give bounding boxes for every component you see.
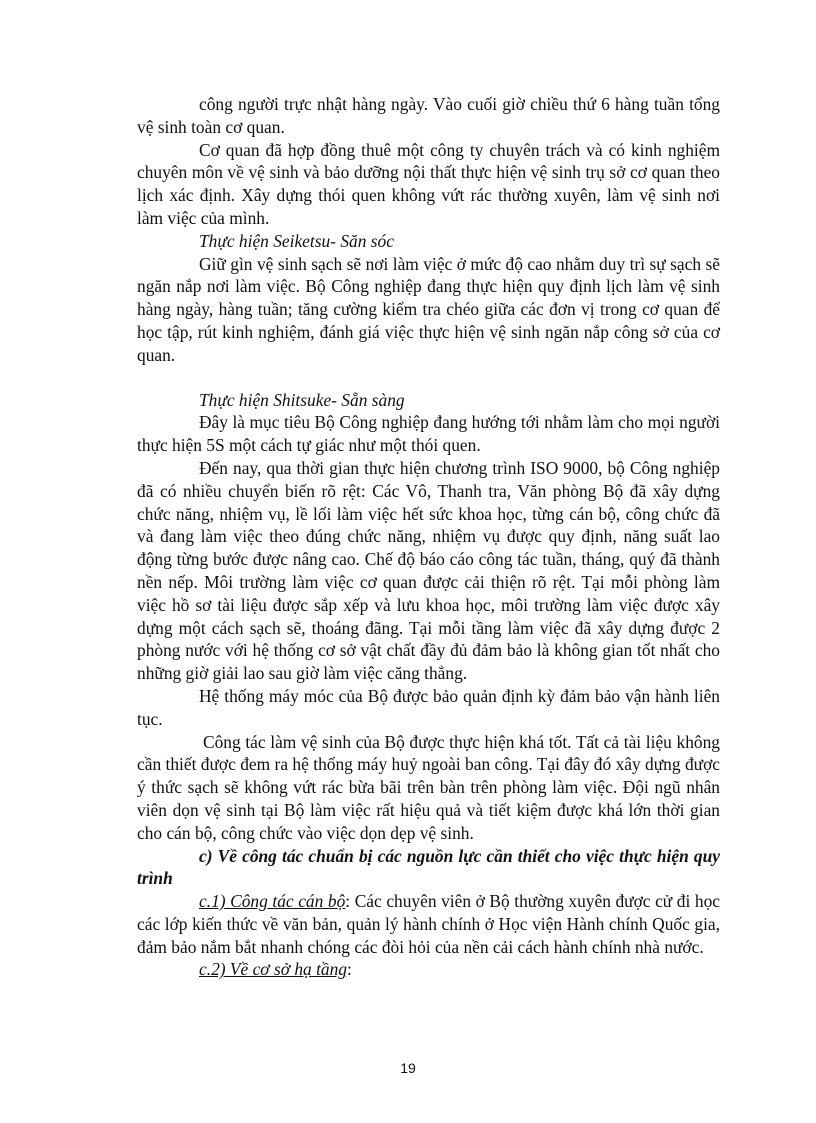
c1-text: : Các chuyên viên ở Bộ thường xuyên được cử đi học các lớp kiến thức về văn bản, quản lý hành chính ở Học viện Hành chính Quốc gia, đảm bảo nắm bắt nhanh chóng các đòi hỏi của nền cải cách hành chính nhà nước. xyxy=(137,891,721,957)
paragraph-c2 xyxy=(137,958,720,981)
paragraph-4: Đây là mục tiêu Bộ Công nghiệp đang hướng tới nhằm làm cho mọi người thực hiện 5S một cách tự giác như một thói quen. xyxy=(137,412,720,456)
c2-label: c.2) Về cơ sở hạ tầng xyxy=(199,959,347,980)
c1-label: c.1) Công tác cán bộ xyxy=(199,891,346,912)
page-content xyxy=(137,93,720,981)
paragraph-2: Cơ quan đã hợp đồng thuê một công ty chuyên trách và có kinh nghiệm chuyên môn về vệ sinh và bảo dưỡng nội thất thực hiện vệ sinh trụ sở cơ quan theo lịch xác định. Xây dựng thói quen không vứt rác thường xuyên, làm vệ sinh nơi làm việc của mình. xyxy=(137,139,720,228)
paragraph-7: Công tác làm vệ sinh của Bộ được thực hiện khá tốt. Tất cả tài liệu không cần thiết được đem ra hệ thống máy huỷ ngoài ban công. Tại đây đó xây dựng được ý thức sạch sẽ không vứt rác bừa bãi trên bàn trên phòng làm việc. Đội ngũ nhân viên dọn vệ sinh tại Bộ làm việc rất hiệu quả và tiết kiệm được khá lớn thời gian cho cán bộ, công chức vào việc dọn dẹp vệ sinh. xyxy=(137,731,720,843)
section-heading-c: c) Về công tác chuẩn bị các nguồn lực cần thiết cho việc thực hiện quy trình xyxy=(137,845,720,889)
heading-shitsuke: Thực hiện Shitsuke- Sẵn sàng xyxy=(199,389,405,410)
paragraph-6: Hệ thống máy móc của Bộ được bảo quản định kỳ đảm bảo vận hành liên tục. xyxy=(137,685,720,729)
page-number: 19 xyxy=(400,1060,416,1076)
c2-text: : xyxy=(347,959,352,980)
paragraph-5: Đến nay, qua thời gian thực hiện chương trình ISO 9000, bộ Công nghiệp đã có nhiều chuyển biến rõ rệt: Các Vô, Thanh tra, Văn phòng Bộ đã xây dựng chức năng, nhiệm vụ, lề lối làm việc hết sức khoa học, từng cán bộ, công chức đã và đang làm việc theo đúng chức năng, nhiệm vụ được quy định, năng suất lao động từng bước được nâng cao. Chế độ báo cáo công tác tuần, tháng, quý đã thành nền nếp. Môi trường làm việc cơ quan được cải thiện rõ rệt. Tại mỗi phòng làm việc hồ sơ tài liệu được sắp xếp và lưu khoa học, môi trường làm việc được xây dựng một cách sạch sẽ, thoáng đãng. Tại mỗi tầng làm việc đã xây dựng được 2 phòng nước với hệ thống cơ sở vật chất đầy đủ đảm bảo là không gian tốt nhất cho những giờ giải lao sau giờ làm việc căng thẳng. xyxy=(137,457,720,684)
heading-seiketsu: Thực hiện Seiketsu- Săn sóc xyxy=(199,230,394,251)
paragraph-3: Giữ gìn vệ sinh sạch sẽ nơi làm việc ở mức độ cao nhằm duy trì sự sạch sẽ ngăn nắp nơi làm việc. Bộ Công nghiệp đang thực hiện quy định lịch làm vệ sinh hàng ngày, hàng tuần; tăng cường kiểm tra chéo giữa các đơn vị trong cơ quan để học tập, rút kinh nghiệm, đánh giá việc thực hiện vệ sinh ngăn nắp công sở của cơ quan. xyxy=(137,253,720,365)
paragraph-1: công người trực nhật hàng ngày. Vào cuối giờ chiều thứ 6 hàng tuần tổng vệ sinh toàn cơ quan. xyxy=(137,94,720,137)
paragraph-c1 xyxy=(137,890,720,958)
